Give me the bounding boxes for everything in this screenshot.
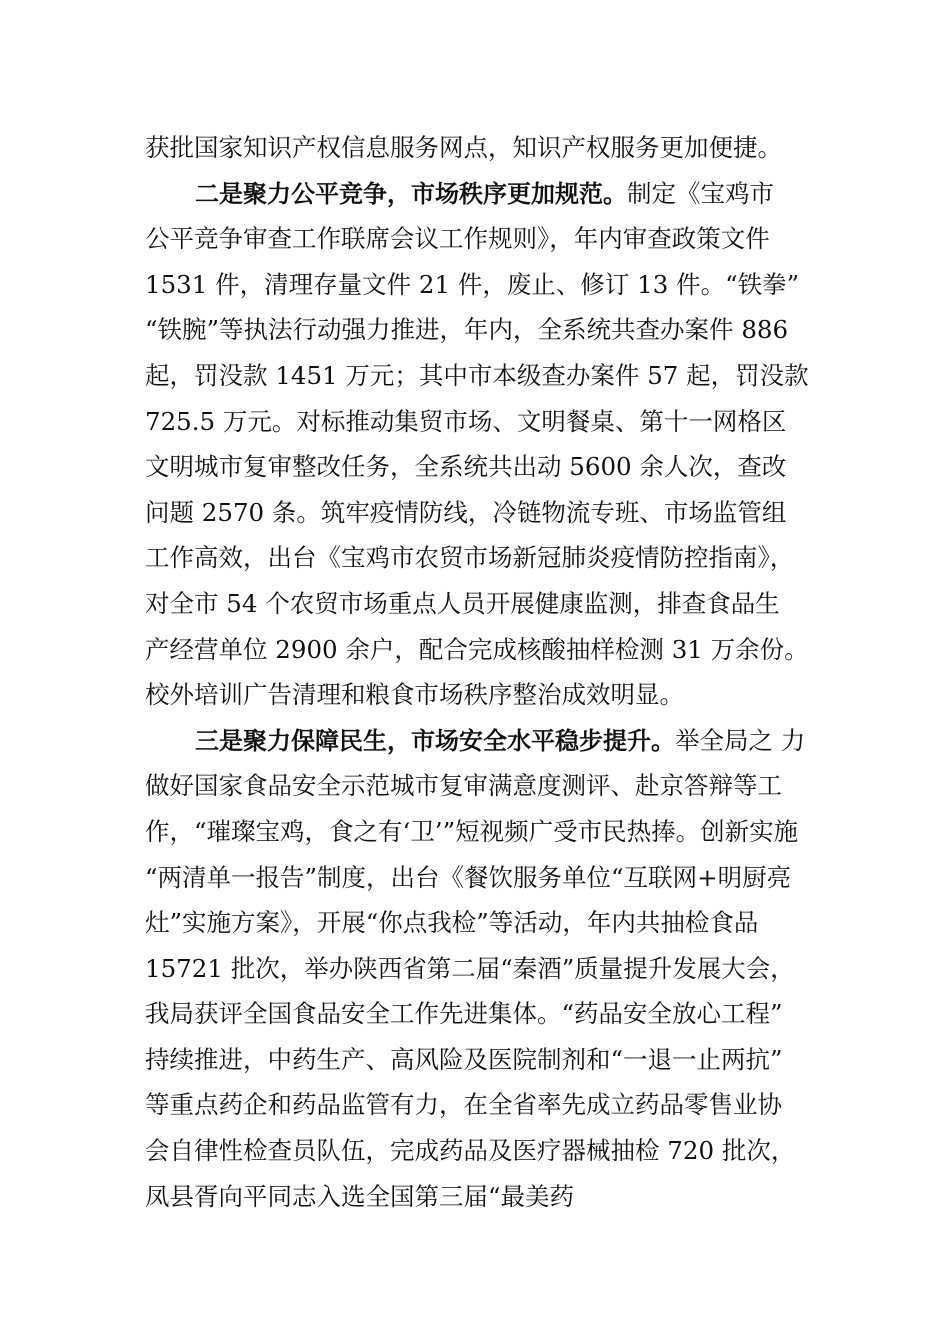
paragraph-fair-competition (145, 171, 810, 718)
document-body (145, 125, 810, 1219)
text-run: 举全局之 力 (675, 725, 806, 755)
text-line: “两清单一报告”制度，出台《餐饮服务单位“互联网+明厨亮 (145, 862, 792, 892)
text-line: 问题 2570 条。筑牢疫情防线，冷链物流专班、市场监管组 (145, 497, 787, 527)
text-line: 15721 批次，举办陕西省第二届“秦酒”质量提升发展大会， (145, 953, 795, 983)
text-line: 等重点药企和药品监管有力，在全省率先成立药品零售业协 (145, 1090, 782, 1120)
text-line: 我局获评全国食品安全工作先进集体。“药品安全放心工程” (145, 999, 783, 1029)
text-line: 对全市 54 个农贸市场重点人员开展健康监测，排查食品生 (145, 588, 780, 618)
text-line: 工作高效，出台《宝鸡市农贸市场新冠肺炎疫情防控指南》， (145, 543, 795, 573)
text-line: 获批国家知识产权信息服务网点，知识产权服务更加便捷。 (145, 133, 782, 162)
paragraph-heading: 二是聚力公平竞争，市场秩序更加规范。 (195, 179, 627, 208)
text-line: “铁腕”等执法行动强力推进，年内，全系统共查办案件 886 (145, 315, 789, 345)
text-line: 做好国家食品安全示范城市复审满意度测评、赴京答辩等工 (145, 771, 782, 801)
paragraph-continuation (145, 125, 810, 171)
paragraph-heading: 三是聚力保障民生，市场安全水平稳步提升。 (195, 726, 675, 755)
text-line: 公平竞争审查工作联席会议工作规则》，年内审查政策文件 (145, 224, 770, 254)
text-line (145, 171, 810, 217)
text-line: 持续推进，中药生产、高风险及医院制剂和“一退一止两抗” (145, 1044, 783, 1074)
text-line: 文明城市复审整改任务，全系统共出动 5600 余人次，查改 (145, 452, 787, 482)
text-line (145, 718, 810, 764)
text-line: 725.5 万元。对标推动集贸市场、文明餐桌、第十一网格区 (145, 406, 787, 436)
text-line: 起，罚没款 1451 万元；其中市本级查办案件 57 起，罚没款 (145, 360, 809, 390)
text-line: 1531 件，清理存量文件 21 件，废止、修订 13 件。“铁拳” (145, 269, 800, 299)
text-line: 作，“璀璨宝鸡，食之有‘卫’”短视频广受市民热捧。创新实施 (145, 816, 799, 846)
paragraph-livelihood-safety (145, 718, 810, 1220)
text-line: 产经营单位 2900 余户，配合完成核酸抽样检测 31 万余份。 (145, 634, 809, 664)
text-run: 制定《宝鸡市 (627, 178, 774, 208)
text-line: 会自律性检查员队伍，完成药品及医疗器械抽检 720 批次， (145, 1136, 796, 1166)
text-line: 校外培训广告清理和粮食市场秩序整治成效明显。 (145, 680, 684, 710)
text-line: 凤县胥向平同志入选全国第三届“最美药 (145, 1181, 575, 1211)
text-line: 灶”实施方案》，开展“你点我检”等活动，年内共抽检食品 (145, 908, 759, 938)
